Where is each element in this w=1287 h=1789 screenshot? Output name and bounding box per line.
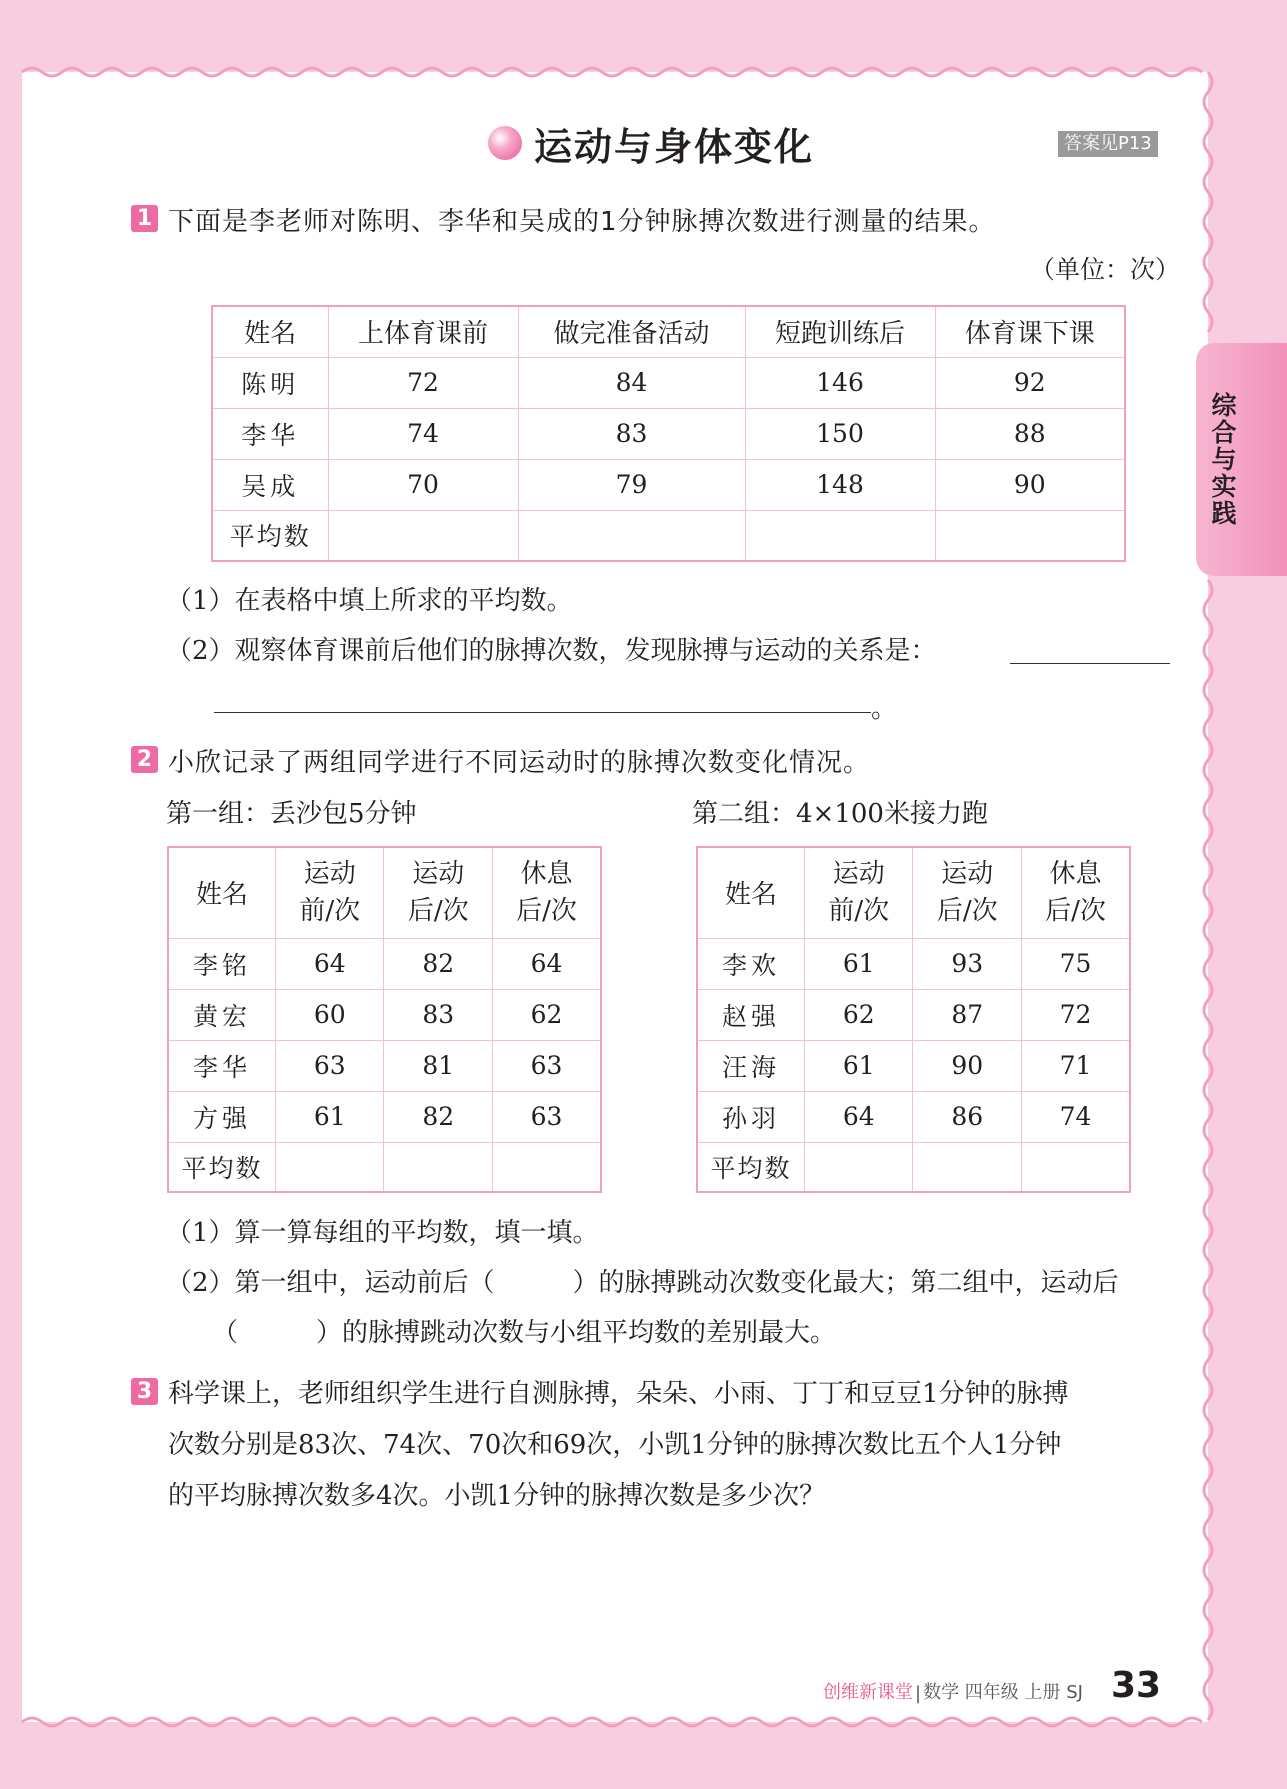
value-cell: 90 [913, 1040, 1022, 1091]
page-number: 33 [1110, 1665, 1162, 1706]
table-header-row [168, 847, 601, 938]
value-cell: 63 [492, 1040, 601, 1091]
name-cell: 陈明 [212, 357, 328, 408]
average-blank-cell[interactable] [492, 1142, 601, 1192]
header-line: 后/次 [936, 895, 998, 926]
q1-sub1: （1）在表格中填上所求的平均数。 [166, 586, 573, 616]
name-cell: 平均数 [168, 1142, 275, 1192]
name-cell: 汪海 [697, 1040, 804, 1091]
table-row [212, 357, 1125, 408]
answer-blank-line[interactable] [1010, 663, 1170, 664]
table-header-row [697, 847, 1130, 938]
average-blank-cell[interactable] [384, 1142, 493, 1192]
value-cell: 79 [518, 459, 745, 510]
group1-label: 第一组：丢沙包5分钟 [166, 799, 417, 829]
name-cell: 赵强 [697, 989, 804, 1040]
value-cell: 63 [275, 1040, 384, 1091]
table-row [168, 1091, 601, 1142]
header-line: 前/次 [299, 895, 361, 926]
table-row [168, 1040, 601, 1091]
q1-table [211, 305, 1126, 562]
table-row-average [697, 1142, 1130, 1192]
name-cell: 黄宏 [168, 989, 275, 1040]
q2-sub1: （1）算一算每组的平均数，填一填。 [166, 1218, 599, 1248]
question-3-line3: 的平均脉搏次数多4次。小凯1分钟的脉搏次数是多少次？ [168, 1481, 826, 1511]
header-line: 后/次 [516, 895, 577, 926]
table-row [168, 989, 601, 1040]
page-title [488, 118, 814, 168]
value-cell: 93 [913, 938, 1022, 989]
table-header-cell: 短跑训练后 [745, 306, 935, 357]
footer-brand: 创维新课堂 [823, 1682, 913, 1703]
value-cell: 70 [328, 459, 518, 510]
header-line: 后/次 [407, 895, 469, 926]
title-text: 运动与身体变化 [534, 124, 815, 169]
q2-sub2-line2: （ ）的脉搏跳动次数与小组平均数的差别最大。 [212, 1318, 837, 1348]
table-row [212, 408, 1125, 459]
table-header-row [212, 306, 1125, 357]
value-cell: 61 [275, 1091, 384, 1142]
question-1-number: 1 [131, 205, 158, 232]
value-cell: 84 [518, 357, 745, 408]
table-row [168, 938, 601, 989]
value-cell: 63 [492, 1091, 601, 1142]
name-cell: 吴成 [212, 459, 328, 510]
value-cell: 90 [935, 459, 1125, 510]
question-2-text: 小欣记录了两组同学进行不同运动时的脉搏次数变化情况。 [168, 748, 871, 778]
value-cell: 62 [492, 989, 601, 1040]
value-cell: 82 [384, 938, 493, 989]
value-cell: 71 [1021, 1040, 1130, 1091]
average-blank-cell[interactable] [804, 1142, 913, 1192]
group2-label: 第二组：4×100米接力跑 [692, 799, 988, 829]
average-blank-cell[interactable] [745, 510, 935, 561]
group2-table [696, 846, 1131, 1193]
average-blank-cell[interactable] [1021, 1142, 1130, 1192]
side-tab-label: 综合与实践 [1208, 392, 1237, 527]
table-row-average [168, 1142, 601, 1192]
name-cell: 李铭 [168, 938, 275, 989]
name-cell: 平均数 [697, 1142, 804, 1192]
header-line: 运动 [303, 858, 356, 889]
value-cell: 74 [1021, 1091, 1130, 1142]
name-cell: 平均数 [212, 510, 328, 561]
value-cell: 148 [745, 459, 935, 510]
footer-book-info: 数学 四年级 上册 SJ [923, 1682, 1083, 1703]
value-cell: 72 [328, 357, 518, 408]
value-cell: 72 [1021, 989, 1130, 1040]
table-header-cell [275, 847, 384, 938]
value-cell: 61 [804, 1040, 913, 1091]
value-cell: 61 [804, 938, 913, 989]
header-line: 运动 [832, 858, 885, 889]
value-cell: 83 [518, 408, 745, 459]
table-row-average [212, 510, 1125, 561]
average-blank-cell[interactable] [275, 1142, 384, 1192]
table-header-cell [384, 847, 493, 938]
name-cell: 李欢 [697, 938, 804, 989]
footer-separator: | [915, 1683, 922, 1704]
q2-sub2-line1: （2）第一组中，运动前后（ ）的脉搏跳动次数变化最大；第二组中，运动后 [166, 1268, 1119, 1298]
value-cell: 83 [384, 989, 493, 1040]
answer-reference-tag: 答案见P13 [1058, 131, 1158, 157]
table-header-cell [804, 847, 913, 938]
table-header-cell [913, 847, 1022, 938]
header-line: 运动 [941, 858, 994, 889]
table-row [697, 1040, 1130, 1091]
name-cell: 李华 [168, 1040, 275, 1091]
table-row [697, 938, 1130, 989]
value-cell: 62 [804, 989, 913, 1040]
answer-blank-line[interactable] [214, 712, 871, 713]
table-header-cell: 上体育课前 [328, 306, 518, 357]
average-blank-cell[interactable] [913, 1142, 1022, 1192]
header-line: 后/次 [1045, 895, 1106, 926]
question-3-number: 3 [131, 1378, 158, 1405]
name-cell: 方强 [168, 1091, 275, 1142]
value-cell: 92 [935, 357, 1125, 408]
table-header-cell: 体育课下课 [935, 306, 1125, 357]
table-header-cell [492, 847, 601, 938]
table-row [697, 989, 1130, 1040]
header-line: 休息 [1049, 858, 1102, 889]
value-cell: 64 [804, 1091, 913, 1142]
table-header-cell: 姓名 [697, 847, 804, 938]
value-cell: 81 [384, 1040, 493, 1091]
average-blank-cell[interactable] [328, 510, 518, 561]
title-bullet-icon [488, 126, 522, 160]
value-cell: 82 [384, 1091, 493, 1142]
q1-sub2: （2）观察体育课前后他们的脉搏次数，发现脉搏与运动的关系是： [166, 636, 937, 666]
table-header-cell: 姓名 [212, 306, 328, 357]
average-blank-cell[interactable] [518, 510, 745, 561]
name-cell: 孙羽 [697, 1091, 804, 1142]
header-line: 前/次 [828, 895, 890, 926]
name-cell: 李华 [212, 408, 328, 459]
question-3-line1: 科学课上，老师组织学生进行自测脉搏，朵朵、小雨、丁丁和豆豆1分钟的脉搏 [168, 1379, 1069, 1409]
value-cell: 86 [913, 1091, 1022, 1142]
value-cell: 74 [328, 408, 518, 459]
header-line: 运动 [412, 858, 465, 889]
question-2-number: 2 [131, 746, 158, 773]
table-row [697, 1091, 1130, 1142]
table-header-cell [1021, 847, 1130, 938]
value-cell: 64 [492, 938, 601, 989]
table-header-cell: 姓名 [168, 847, 275, 938]
average-blank-cell[interactable] [935, 510, 1125, 561]
question-3-line2: 次数分别是83次、74次、70次和69次，小凯1分钟的脉搏次数比五个人1分钟 [168, 1430, 1062, 1460]
unit-label: （单位：次） [1030, 255, 1181, 284]
table-header-cell: 做完准备活动 [518, 306, 745, 357]
value-cell: 64 [275, 938, 384, 989]
question-1-text: 下面是李老师对陈明、李华和吴成的1分钟脉搏次数进行测量的结果。 [168, 207, 996, 237]
header-line: 休息 [520, 858, 573, 889]
q1-sub2-period: 。 [871, 694, 898, 724]
group1-table [167, 846, 602, 1193]
value-cell: 146 [745, 357, 935, 408]
value-cell: 88 [935, 408, 1125, 459]
table-row [212, 459, 1125, 510]
value-cell: 75 [1021, 938, 1130, 989]
value-cell: 60 [275, 989, 384, 1040]
value-cell: 87 [913, 989, 1022, 1040]
value-cell: 150 [745, 408, 935, 459]
page-footer [823, 1664, 1161, 1704]
